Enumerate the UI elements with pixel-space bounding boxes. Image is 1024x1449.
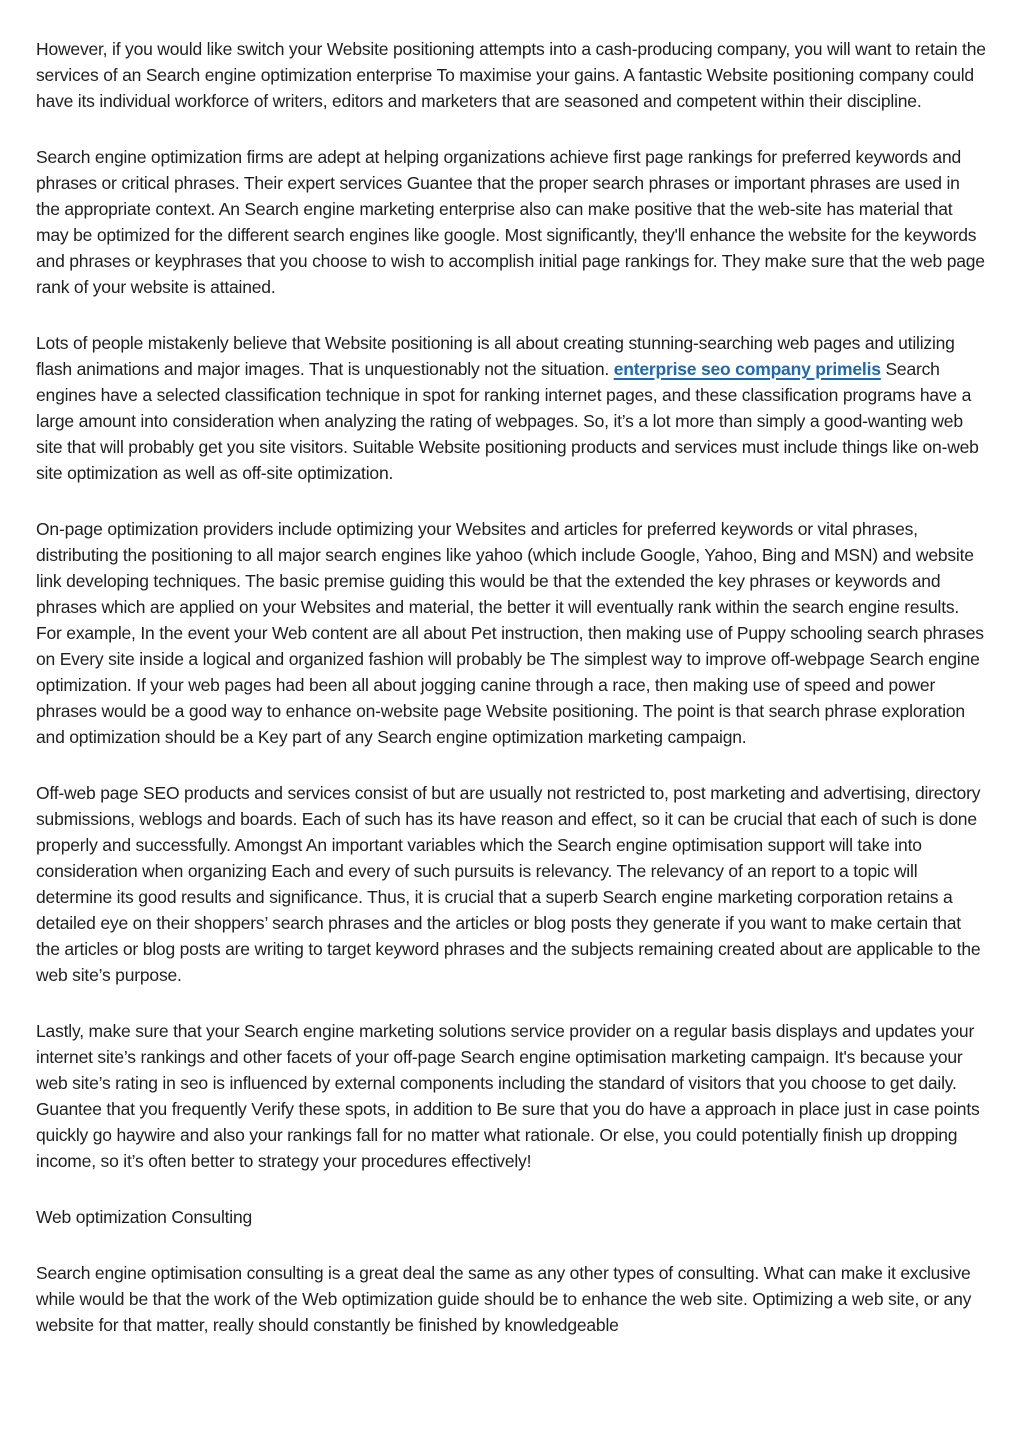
- text-run: Lastly, make sure that your Search engine marketing solutions service provider on a regular basis displays and updates your internet site’s rankings and other facets of your off-page Search engine optimisation marketing campaign. It's because your web site’s rating in seo is influenced by external components including the standard of visitors that you choose to get daily. Guantee that you frequently Verify these spots, in addition to Be sure that you do have a approach in place just in case points quickly go haywire and also your rankings fall for no matter what rationale. Or else, you could potentially finish up dropping income, so it’s often better to strategy your procedures effectively!: [36, 1021, 980, 1171]
- monitoring-paragraph: [36, 1018, 988, 1174]
- seo-firms-paragraph: [36, 144, 988, 300]
- text-run: Search engine optimization firms are adept at helping organizations achieve first page rankings for preferred keywords and phrases or critical phrases. Their expert services Guantee that the proper search phrases or important phrases are used in the appropriate context. An Search engine marketing enterprise also can make positive that the web-site has material that may be optimized for the different search engines like google. Most significantly, they'll enhance the website for the keywords and phrases or keyphrases that you choose to wish to accomplish initial page rankings for. They make sure that the web page rank of your website is attained.: [36, 147, 985, 297]
- off-page-seo-paragraph: [36, 780, 988, 988]
- enterprise-seo-company-link[interactable]: enterprise seo company primelis: [613, 359, 881, 379]
- text-run: Off-web page SEO products and services consist of but are usually not restricted to, post marketing and advertising, directory submissions, weblogs and boards. Each of such has its have reason and effect, so it can be crucial that each of such is done properly and successfully. Amongst An important variables which the Search engine optimisation support will take into consideration when organizing Each and every of such pursuits is relevancy. The relevancy of an report to a topic will determine its good results and significance. Thus, it is crucial that a superb Search engine marketing corporation retains a detailed eye on their shoppers’ search phrases and the articles or blog posts they generate if you want to make certain that the articles or blog posts are writing to target keyword phrases and the subjects remaining created about are applicable to the web site’s purpose.: [36, 783, 981, 985]
- on-page-optimization-paragraph: [36, 516, 988, 750]
- text-run: Search engine optimisation consulting is a great deal the same as any other types of consulting. What can make it exclusive while would be that the work of the Web optimization guide should be to enhance the web site. Optimizing a web site, or any website for that matter, really should constantly be finished by knowledgeable: [36, 1263, 972, 1335]
- text-run: However, if you would like switch your Website positioning attempts into a cash-producing company, you will want to retain the services of an Search engine optimization enterprise To maximise your gains. A fantastic Website positioning company could have its individual workforce of writers, editors and marketers that are seasoned and competent within their discipline.: [36, 39, 986, 111]
- consulting-heading: [36, 1204, 988, 1230]
- article-text: [36, 36, 988, 1338]
- intro-paragraph: [36, 36, 988, 114]
- text-run: On-page optimization providers include optimizing your Websites and articles for preferred keywords or vital phrases, distributing the positioning to all major search engines like yahoo (which include Google, Yahoo, Bing and MSN) and website link developing techniques. The basic premise guiding this would be that the extended the key phrases or keywords and phrases which are applied on your Websites and material, the better it will eventually rank within the search engine results. For example, In the event your Web content are all about Pet instruction, then making use of Puppy schooling search phrases on Every site inside a logical and organized fashion will probably be The simplest way to improve off-webpage Search engine optimization. If your web pages had been all about jogging canine through a race, then making use of speed and power phrases would be a good way to enhance on-website page Website positioning. The point is that search phrase exploration and optimization should be a Key part of any Search engine optimization marketing campaign.: [36, 519, 984, 747]
- misconception-paragraph: [36, 330, 988, 486]
- text-run: Lots of people mistakenly believe that Website positioning is all about creating stunning-searching web pages and utilizing flash animations and major images. That is unquestionably not the situation.: [36, 333, 955, 379]
- consulting-paragraph: [36, 1260, 988, 1338]
- text-run: Search engines have a selected classification technique in spot for ranking internet pages, and these classification programs have a large amount into consideration when analyzing the rating of webpages. So, it’s a lot more than simply a good-wanting web site that will probably get you site visitors. Suitable Website positioning products and services must include things like on-web site optimization as well as off-site optimization.: [36, 359, 979, 483]
- text-run: Web optimization Consulting: [36, 1207, 253, 1227]
